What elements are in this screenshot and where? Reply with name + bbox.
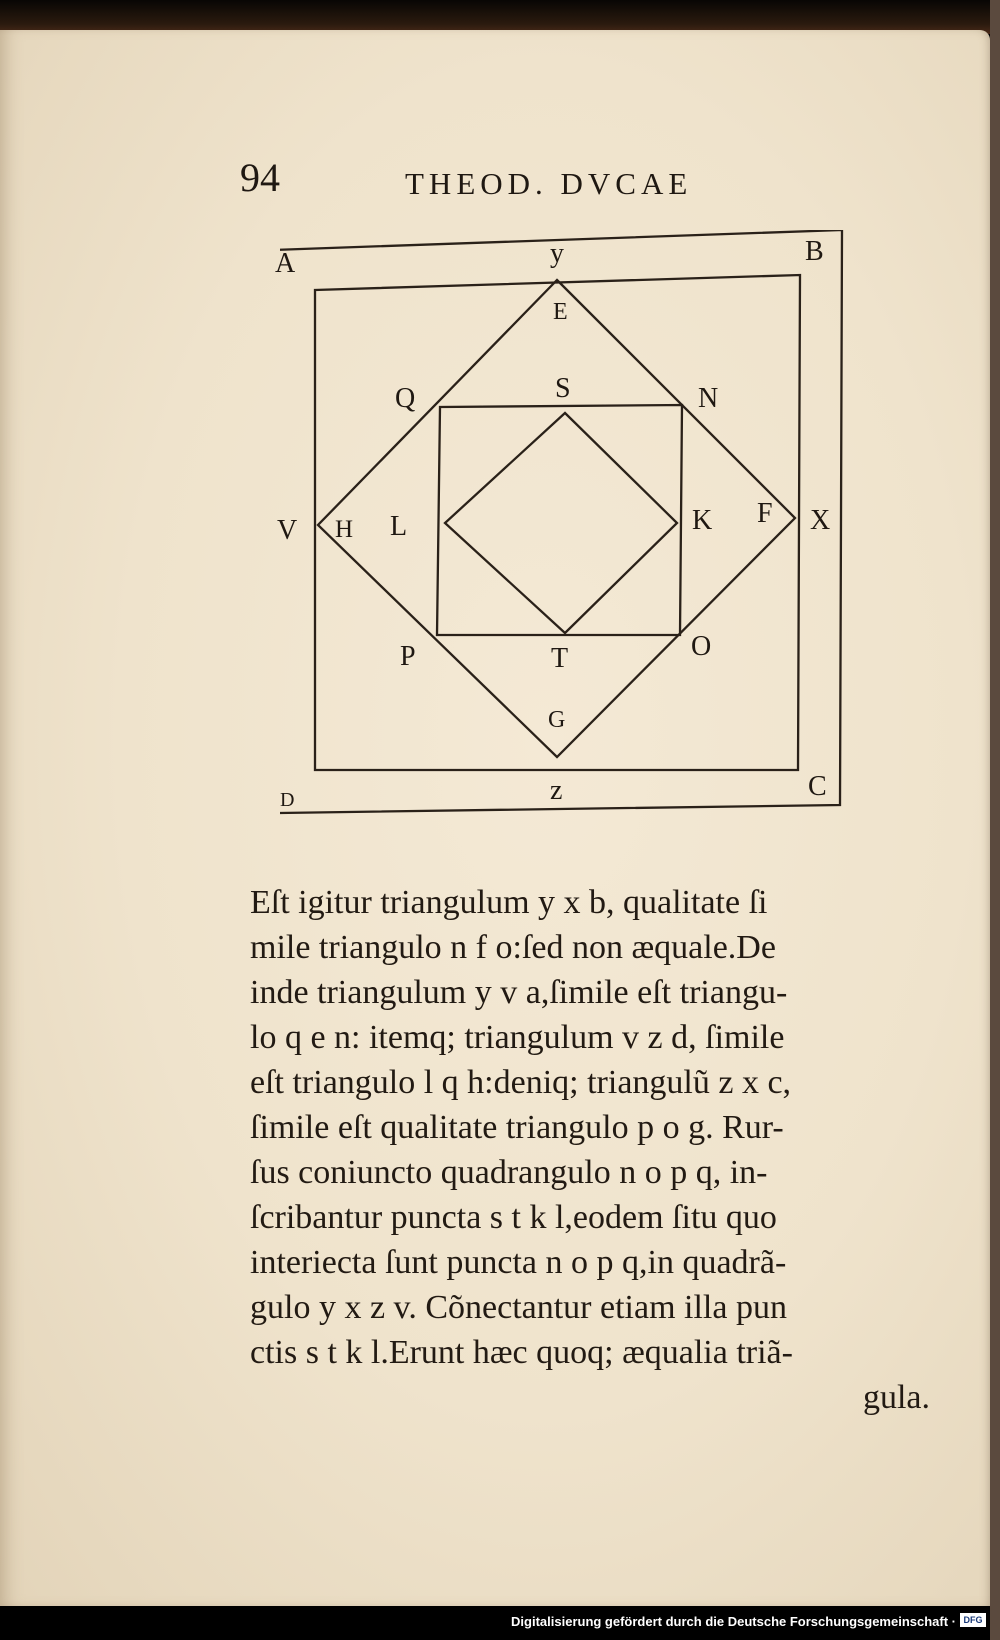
text-line: inde triangulum y v a,ſimile eſt triangu- [250, 974, 788, 1011]
body-paragraph [250, 880, 930, 1420]
dfg-logo-icon: DFG [960, 1613, 986, 1627]
footer-credit: Digitalisierung gefördert durch die Deutsche Forschungsgemeinschaft · [511, 1614, 956, 1629]
point-label-Q: Q [395, 383, 416, 414]
geometric-diagram [275, 230, 880, 855]
inner-rhombus [445, 413, 677, 633]
text-line: ctis s t k l.Erunt hæc quoq; æqualia triã- [250, 1334, 793, 1371]
point-label-A: A [275, 248, 296, 279]
text-line-last: gula. [862, 1379, 930, 1416]
page-number: 94 [240, 155, 280, 200]
text-line: ſcribantur puncta s t k l,eodem ſitu quo [250, 1199, 777, 1236]
book-edge-right [990, 0, 1000, 1640]
middle-square [437, 405, 682, 635]
point-label-C: C [808, 771, 827, 802]
point-label-K: K [692, 505, 713, 536]
point-label-L: L [390, 511, 408, 542]
point-label-B: B [805, 236, 824, 267]
point-label-E: E [553, 299, 568, 325]
book-edge-top [0, 0, 1000, 34]
point-label-H: H [335, 516, 354, 543]
text-line: lo q e n: itemq; triangulum v z d, ſimile [250, 1019, 785, 1056]
text-line: ſimile eſt qualitate triangulo p o g. Rur- [250, 1109, 784, 1146]
header-title: THEOD. DVCAE [405, 166, 693, 201]
diagram-lines [280, 230, 880, 855]
point-label-D: D [280, 789, 295, 811]
point-label-X: X [810, 505, 831, 536]
text-line: eſt triangulo l q h:deniq; triangulũ z x c, [250, 1064, 792, 1101]
running-head [240, 154, 800, 214]
book-page [0, 30, 990, 1606]
point-label-V: V [277, 515, 298, 546]
point-label-z: z [550, 775, 563, 806]
point-label-O: O [691, 631, 712, 662]
point-label-T: T [551, 643, 569, 674]
point-label-S: S [555, 373, 571, 404]
second-square [315, 275, 800, 770]
point-label-F: F [757, 498, 773, 529]
text-line: ſus coniuncto quadrangulo n o p q, in- [250, 1154, 768, 1191]
text-line: interiecta ſunt puncta n o p q,in quadrã- [250, 1244, 787, 1281]
point-label-P: P [400, 641, 416, 672]
text-line: gulo y x z v. Cõnectantur etiam illa pun [250, 1289, 787, 1326]
text-line: mile triangulo n f o:ſed non æquale.De [250, 929, 776, 966]
digitization-footer [0, 1608, 990, 1632]
text-line: Eſt igitur triangulum y x b, qualitate ſi [250, 884, 768, 921]
point-label-y: y [550, 238, 564, 269]
point-label-G: G [548, 707, 566, 733]
point-label-N: N [698, 383, 719, 414]
